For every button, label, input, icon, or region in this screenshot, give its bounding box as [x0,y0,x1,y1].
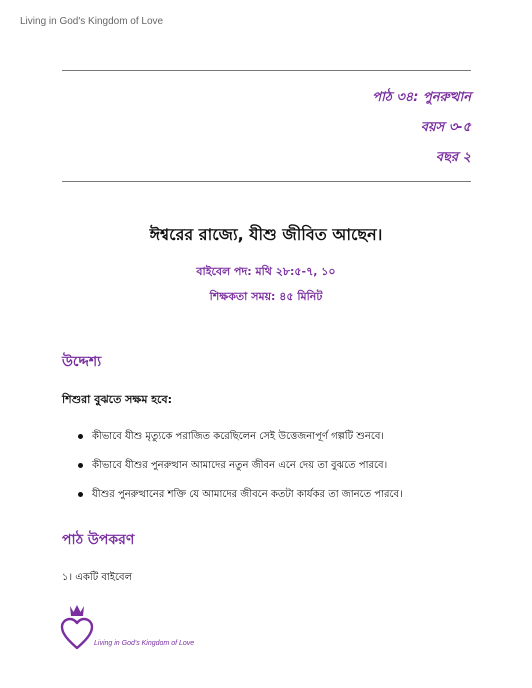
bullet-icon [78,492,83,497]
age-range: বয়স ৩-৫ [420,120,471,135]
materials-heading: পাঠ উপকরণ [62,532,135,548]
bullet-icon [78,434,83,439]
bible-reference: বাইবেল পদ: মথি ২৮:৫-৭, ১০ [196,265,336,278]
list-item-text: কীভাবে যীশুর পুনরুত্থান আমাদের নতুন জীবন এনে দেয় তা বুঝতে পারবে। [92,460,388,471]
header-title: Living in God's Kingdom of Love [20,16,164,27]
materials-item: ১। একটি বাইবেল [62,572,133,583]
crown-heart-icon [60,604,94,650]
list-item [78,430,498,444]
list-item-text: যীশুর পুনরুত্থানের শক্তি যে আমাদের জীবনে কতটা কার্যকর তা জানতে পারবে। [92,489,403,500]
bullet-icon [78,463,83,468]
footer-text: Living in God's Kingdom of Love [94,640,195,647]
bottom-divider [62,181,471,182]
lesson-number: পাঠ ৩৪: পুনরুত্থান [372,90,471,105]
objectives-lead: শিশুরা বুঝতে সক্ষম হবে: [62,393,172,406]
top-divider [62,70,471,71]
list-item [78,488,498,502]
objectives-heading: উদ্দেশ্য [62,354,102,370]
list-item [78,459,498,473]
list-item-text: কীভাবে যীশু মৃত্যুকে পরাজিত করেছিলেন সেই উত্তেজনাপূর্ণ গল্পটি শুনবে। [92,431,385,442]
year-label: বছর ২ [435,150,471,165]
objectives-list [78,430,498,517]
teaching-time: শিক্ষকতা সময়: ৪৫ মিনিট [209,290,323,303]
page-title: ঈশ্বরের রাজ্যে, যীশু জীবিত আছেন। [149,225,383,244]
